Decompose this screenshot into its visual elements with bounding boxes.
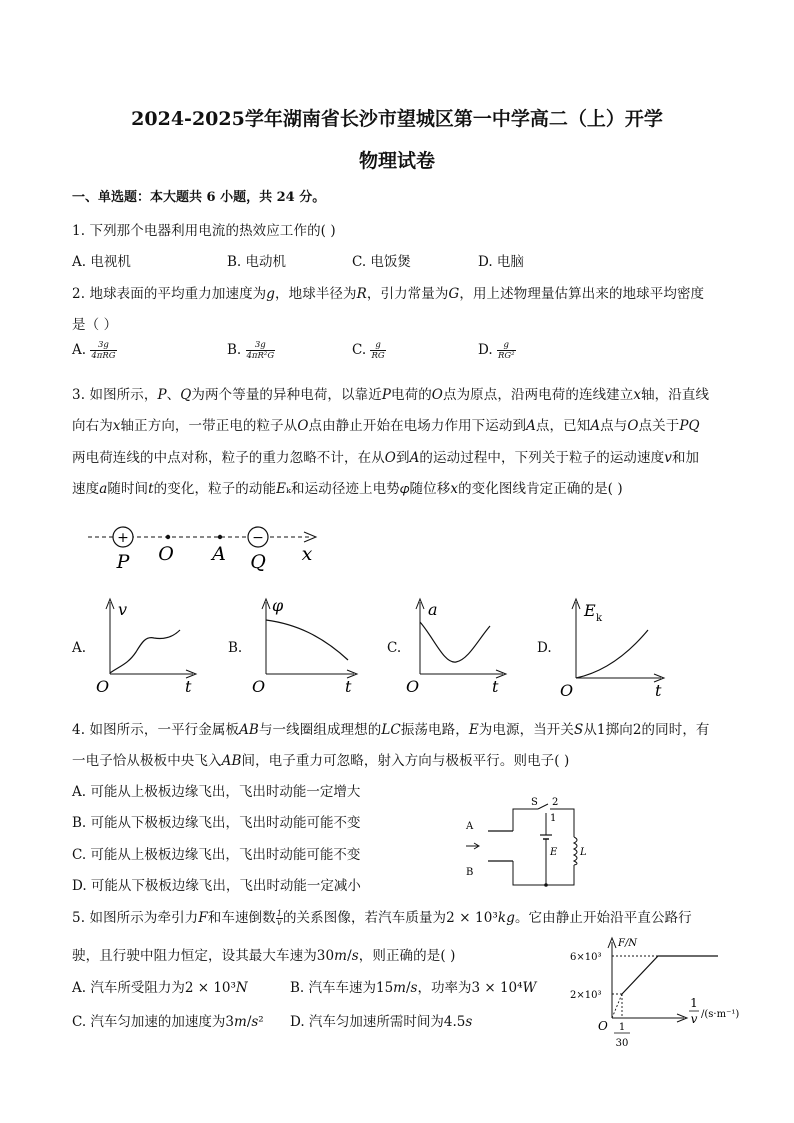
q2-option-c: C. $\frac{g}{RG}$ — [352, 340, 385, 361]
q2-option-d-fraction: $\frac{g}{\text{RG²}}$ — [497, 340, 515, 361]
graph-c-x-label: t — [492, 677, 499, 696]
graph-a-origin: O — [96, 677, 110, 696]
paper-title-line1: 2024-2025学年湖南省长沙市望城区第一中学高二（上）开学 — [131, 108, 663, 130]
graph-b-curve — [266, 620, 348, 660]
guide-origin-line — [612, 994, 622, 1018]
q5-force-graph — [560, 932, 760, 1050]
inv-v-label-num: 1 — [690, 996, 698, 1010]
q2-option-d: D. $\frac{g}{\text{RG²}}$ — [478, 340, 515, 361]
tick-6e3: 6×10³ — [570, 952, 602, 963]
tick-2e3: 2×10³ — [570, 990, 602, 1001]
q3-text-line1: 3. 如图所示，𝑃、𝑄为两个等量的异种电荷，以靠近𝑃电荷的𝑂点为原点，沿两电荷的连线建立𝑥轴，沿直线 — [72, 387, 710, 403]
q3-option-d-label: D. — [537, 640, 552, 656]
q3-text-line3: 两电荷连线的中点对称，粒子的重力忽略不计，在从𝑂到𝐴的运动过程中，下列关于粒子的运动速度𝑣和加 — [72, 450, 700, 466]
inv-v-label-unit: /(s·m⁻¹) — [701, 1009, 740, 1020]
graph-c-origin: O — [406, 677, 420, 696]
f-graph-line — [622, 956, 718, 994]
label-source-e: E — [550, 847, 558, 858]
graph-d-y-label: E — [584, 601, 596, 620]
graph-c-curve — [420, 622, 490, 662]
q5-option-b: B. 汽车车速为15𝑚/𝑠，功率为3 × 10⁴𝑊 — [290, 980, 537, 996]
q2-option-b-fraction: $\frac{3g}{\text{4πR²G}}$ — [246, 340, 275, 361]
q3-text-line2: 向右为𝑥轴正方向，一带正电的粒子从𝑂点由静止开始在电场力作用下运动到𝐴点，已知𝐴点与𝑂点关于𝑃𝑄 — [72, 418, 700, 434]
q4-option-a: A. 可能从上极板边缘飞出，飞出时动能一定增大 — [72, 784, 361, 800]
q5-option-d: D. 汽车匀加速所需时间为4.5𝑠 — [290, 1014, 473, 1030]
point-a-dot — [218, 535, 222, 539]
junction-dot — [544, 883, 548, 887]
label-contact-2: 2 — [552, 797, 559, 808]
wire-bottom — [513, 861, 574, 885]
q3-graph-c — [404, 592, 512, 696]
q4-text-line2: 一电子恰从极板中央飞入𝐴𝐵间，电子重力可忽略，射入方向与极板平行。则电子( ) — [72, 753, 570, 769]
graph-c-y-label: a — [428, 600, 438, 619]
label-contact-1: 1 — [550, 813, 557, 824]
q3-option-b-label: B. — [228, 640, 243, 656]
graph-d-y-subscript: k — [596, 613, 603, 624]
q5-inline-fraction: $\frac{1}{v}$ — [276, 909, 282, 927]
q5-text-line2: 驶，且行驶中阻力恒定，设其最大车速为30𝑚/𝑠，则正确的是( ) — [72, 948, 456, 964]
q4-text-line1: 4. 如图所示，一平行金属板𝐴𝐵与一线圈组成理想的𝐿𝐶振荡电路，𝐸为电源，当开关𝑆从1掷向2的同时，有 — [72, 722, 710, 738]
label-plate-a: A — [466, 821, 474, 832]
wire-top-left — [513, 809, 538, 831]
f-axis-label: F/N — [618, 938, 638, 949]
graph-d-curve — [576, 630, 648, 678]
q2-option-a-fraction: $\frac{3g}{\text{4πRG}}$ — [91, 340, 116, 361]
label-inductor-l: L — [580, 847, 587, 858]
point-o-dot — [166, 535, 170, 539]
inv-v-label-den: v — [690, 1012, 698, 1026]
label-x: x — [301, 543, 313, 565]
label-a: A — [212, 543, 226, 565]
graph-a-y-label: v — [118, 600, 128, 619]
label-o: O — [158, 543, 174, 565]
graph-origin: O — [598, 1019, 608, 1033]
q5-text-line1: 5. 如图所示为牵引力𝐹和车速倒数 $\frac{1}{v}$ 的关系图像，若汽车质量为2 × 10³𝑘𝑔。它由静止开始沿平直公路行 — [72, 909, 692, 927]
inductor-coil — [574, 837, 577, 865]
tick-1-30-den: 30 — [615, 1038, 629, 1049]
label-plate-b: B — [466, 867, 474, 878]
switch-s-blade — [538, 804, 548, 809]
graph-a-curve — [110, 630, 180, 673]
q2-option-a: A. $\frac{3g}{\text{4πRG}}$ — [72, 340, 116, 361]
q3-option-c-label: C. — [387, 640, 402, 656]
q3-graph-a — [90, 592, 200, 696]
minus-sign: − — [252, 530, 264, 546]
q3-text-line4: 速度𝑎随时间𝑡的变化，粒子的动能𝐸ₖ和运动径迹上电势𝜑随位移𝑥的变化图线肯定正确的是( ) — [72, 481, 623, 497]
q4-option-b: B. 可能从下极板边缘飞出，飞出时动能可能不变 — [72, 815, 361, 831]
label-q: Q — [250, 551, 266, 573]
q4-lc-circuit — [458, 795, 588, 895]
q3-option-a-label: A. — [72, 640, 87, 656]
q3-graph-b — [248, 592, 360, 696]
label-p: P — [116, 551, 130, 573]
plus-sign: + — [117, 530, 129, 546]
graph-d-x-label: t — [655, 681, 662, 700]
q3-graph-d — [558, 592, 670, 700]
q3-charge-figure — [80, 518, 330, 578]
graph-b-x-label: t — [345, 677, 352, 696]
q5-option-a: A. 汽车所受阻力为2 × 10³𝑁 — [72, 980, 248, 996]
graph-d-origin: O — [560, 681, 574, 700]
section-heading: 一、单选题：本大题共 6 小题，共 24 分。 — [72, 190, 326, 205]
tick-1-30-num: 1 — [618, 1022, 626, 1033]
q2-text-line2: 是（ ） — [72, 317, 118, 333]
q2-option-c-fraction: $\frac{g}{RG}$ — [371, 340, 385, 361]
graph-b-origin: O — [252, 677, 266, 696]
q5-option-c: C. 汽车匀加速的加速度为3𝑚/𝑠² — [72, 1014, 264, 1030]
q2-option-b: B. $\frac{3g}{\text{4πR²G}}$ — [227, 340, 275, 361]
q1-option-a: A. 电视机 — [72, 254, 131, 270]
q1-option-b: B. 电动机 — [227, 254, 287, 270]
paper-title-line2: 物理试卷 — [358, 150, 435, 172]
graph-b-y-label: φ — [272, 596, 284, 615]
q4-option-d: D. 可能从下极板边缘飞出，飞出时动能一定减小 — [72, 878, 361, 894]
q1-option-c: C. 电饭煲 — [352, 254, 411, 270]
q2-text-line1: 2. 地球表面的平均重力加速度为𝑔，地球半径为𝑅，引力常量为𝐺，用上述物理量估算出来的地球平均密度 — [72, 286, 705, 302]
q4-option-c: C. 可能从上极板边缘飞出，飞出时动能可能不变 — [72, 847, 361, 863]
label-switch-s: S — [531, 797, 538, 808]
q1-option-d: D. 电脑 — [478, 254, 524, 270]
graph-a-x-label: t — [185, 677, 192, 696]
q1-text: 1. 下列那个电器利用电流的热效应工作的( ) — [72, 223, 336, 239]
